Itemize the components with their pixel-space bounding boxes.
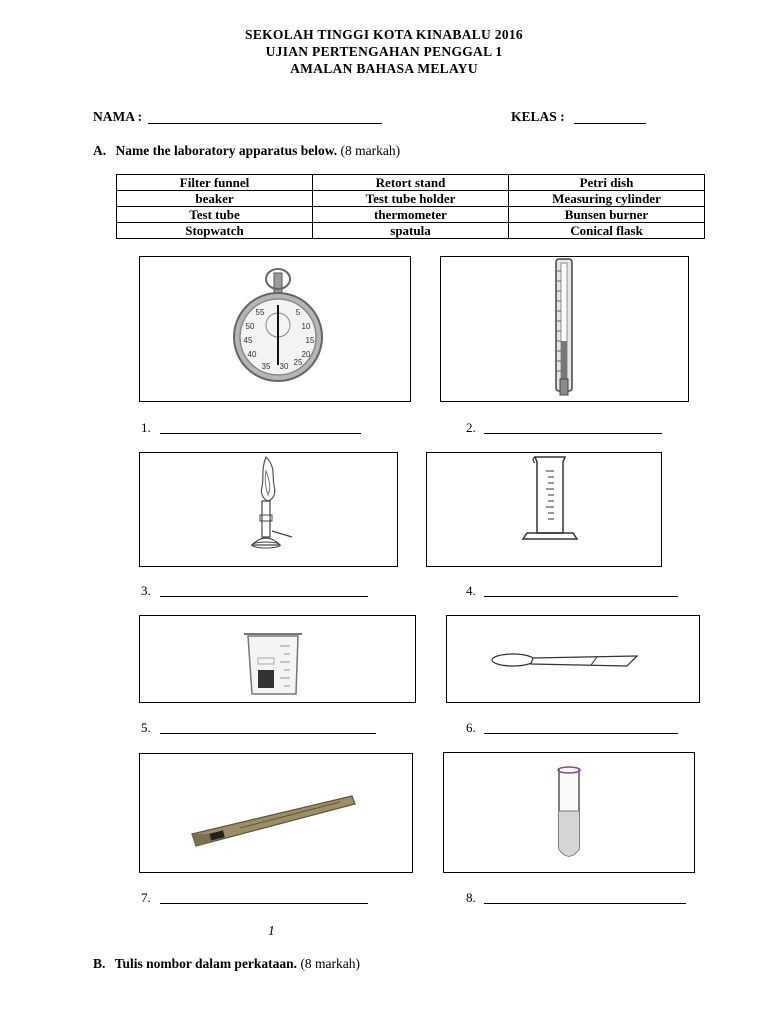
table-cell: Measuring cylinder (509, 191, 705, 207)
subject-title: AMALAN BAHASA MELAYU (290, 61, 478, 76)
item-number-3: 3. (141, 583, 151, 598)
name-field[interactable] (148, 123, 382, 124)
image-box-1 (139, 256, 411, 402)
answer-field-2[interactable] (484, 433, 662, 434)
thermometer-icon (441, 257, 688, 401)
spatula-icon (447, 616, 699, 702)
svg-text:15: 15 (305, 336, 315, 345)
svg-text:35: 35 (261, 362, 271, 371)
answer-field-6[interactable] (484, 733, 678, 734)
table-cell: Filter funnel (117, 175, 313, 191)
svg-text:40: 40 (247, 350, 257, 359)
svg-text:25: 25 (293, 358, 303, 367)
item-number-6: 6. (466, 720, 476, 735)
stopwatch-icon (140, 257, 410, 401)
item-number-8: 8. (466, 890, 476, 905)
svg-text:5: 5 (295, 308, 301, 317)
section-a-title: Name the laboratory apparatus below. (115, 143, 338, 158)
item-number-7: 7. (141, 890, 151, 905)
image-box-2 (440, 256, 689, 402)
answer-field-8[interactable] (484, 903, 686, 904)
word-bank-table (116, 174, 705, 239)
table-row (117, 207, 705, 223)
table-cell: Petri dish (509, 175, 705, 191)
table-cell: beaker (117, 191, 313, 207)
table-cell: Stopwatch (117, 223, 313, 239)
svg-text:55: 55 (255, 308, 265, 317)
section-a-letter: A. (93, 143, 107, 158)
section-a-marks: (8 markah) (340, 143, 401, 158)
table-cell: Conical flask (509, 223, 705, 239)
table-row (117, 191, 705, 207)
image-box-5 (139, 615, 416, 703)
table-row (117, 223, 705, 239)
table-cell: Test tube (117, 207, 313, 223)
image-box-3 (139, 452, 398, 567)
bunsen-burner-icon (140, 453, 397, 566)
class-label: KELAS : (511, 109, 565, 124)
svg-text:10: 10 (301, 322, 311, 331)
svg-text:50: 50 (245, 322, 255, 331)
answer-field-3[interactable] (160, 596, 368, 597)
beaker-icon (140, 616, 415, 702)
section-b-title: Tulis nombor dalam perkataan. (114, 956, 298, 971)
table-row (117, 175, 705, 191)
image-box-4 (426, 452, 662, 567)
table-cell: Bunsen burner (509, 207, 705, 223)
answer-field-4[interactable] (484, 596, 678, 597)
answer-field-1[interactable] (160, 433, 361, 434)
table-cell: thermometer (313, 207, 509, 223)
item-number-4: 4. (466, 583, 476, 598)
page-number: 1 (268, 923, 275, 938)
school-title: SEKOLAH TINGGI KOTA KINABALU 2016 (245, 27, 523, 42)
answer-field-5[interactable] (160, 733, 376, 734)
section-b-letter: B. (93, 956, 106, 971)
svg-text:45: 45 (243, 336, 253, 345)
image-box-6 (446, 615, 700, 703)
item-number-1: 1. (141, 420, 151, 435)
section-a-heading (93, 143, 400, 159)
exam-title: UJIAN PERTENGAHAN PENGGAL 1 (265, 44, 503, 59)
measuring-cylinder-icon (427, 453, 661, 566)
svg-text:30: 30 (279, 362, 289, 371)
table-cell: spatula (313, 223, 509, 239)
image-box-8 (443, 752, 695, 873)
test-tube-icon (444, 753, 694, 872)
class-field[interactable] (574, 123, 646, 124)
image-box-7 (139, 753, 413, 873)
item-number-2: 2. (466, 420, 476, 435)
svg-text:20: 20 (301, 350, 311, 359)
table-cell: Test tube holder (313, 191, 509, 207)
table-cell: Retort stand (313, 175, 509, 191)
name-label: NAMA : (93, 109, 143, 124)
answer-field-7[interactable] (160, 903, 368, 904)
item-number-5: 5. (141, 720, 151, 735)
section-b-heading (93, 956, 360, 972)
section-b-marks: (8 markah) (300, 956, 361, 971)
test-tube-holder-icon (140, 754, 412, 872)
